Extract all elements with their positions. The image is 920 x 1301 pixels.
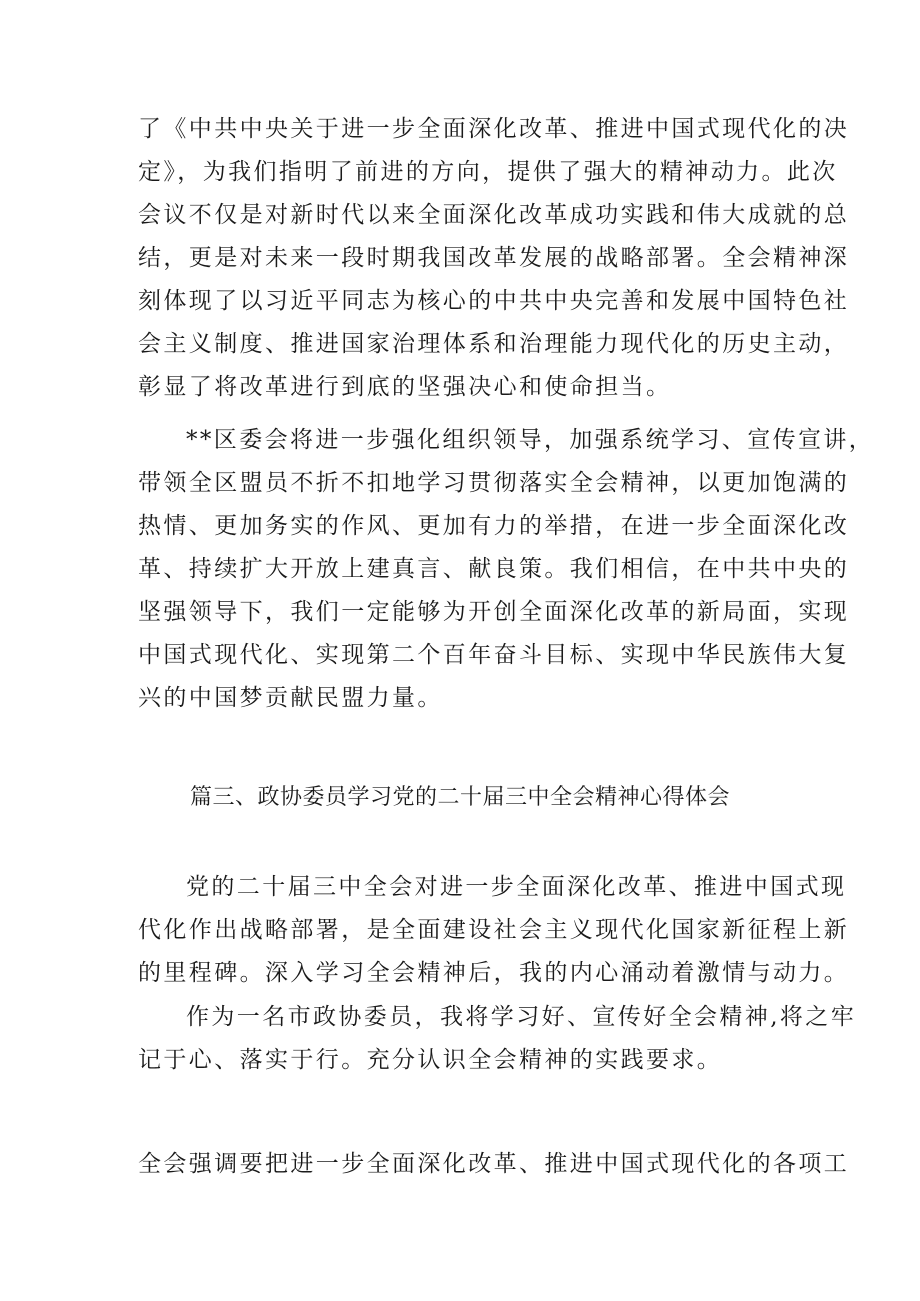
paragraph-line: 革、持续扩大开放上建真言、献良策。我们相信，在中共中央的 (138, 556, 850, 582)
paragraph-line: 定》，为我们指明了前进的方向，提供了强大的精神动力。此次 (138, 159, 838, 185)
paragraph-line: 会主义制度、推进国家治理体系和治理能力现代化的历史主动， (138, 331, 850, 357)
paragraph-1 (138, 108, 850, 409)
paragraph-line: 结，更是对未来一段时期我国改革发展的战略部署。全会精神深 (138, 245, 850, 271)
paragraph-line: 记于心、落实于行。充分认识全会精神的实践要求。 (138, 1047, 723, 1073)
paragraph-line: 了《中共中央关于进一步全面深化改革、推进中国式现代化的决 (138, 116, 850, 142)
paragraph-line: 全会强调要把进一步全面深化改革、推进中国式现代化的各项工 (138, 1151, 850, 1177)
paragraph-line: 坚强领导下，我们一定能够为开创全面深化改革的新局面，实现 (138, 599, 850, 625)
paragraph-line: 代化作出战略部署，是全面建设社会主义现代化国家新征程上新 (138, 917, 850, 943)
paragraph-line: 作为一名市政协委员，我将学习好、宣传好全会精神,将之牢 (186, 1004, 857, 1030)
paragraph-line: 中国式现代化、实现第二个百年奋斗目标、实现中华民族伟大复 (138, 642, 850, 668)
paragraph-line: 热情、更加务实的作风、更加有力的举措，在进一步全面深化改 (138, 513, 850, 539)
paragraph-line: 刻体现了以习近平同志为核心的中共中央完善和发展中国特色社 (138, 288, 850, 314)
paragraph-line: 党的二十届三中全会对进一步全面深化改革、推进中国式现 (186, 874, 847, 900)
paragraph-line: **区委会将进一步强化组织领导，加强系统学习、宣传宣讲， (186, 427, 875, 453)
paragraph-4 (138, 996, 857, 1082)
paragraph-line: 的里程碑。深入学习全会精神后，我的内心涌动着激情与动力。 (138, 960, 850, 986)
paragraph-3 (138, 866, 850, 995)
paragraph-line: 带领全区盟员不折不扣地学习贯彻落实全会精神，以更加饱满的 (138, 470, 850, 496)
paragraph-line: 彰显了将改革进行到底的坚强决心和使命担当。 (138, 374, 672, 400)
paragraph-5 (138, 1143, 850, 1186)
paragraph-2 (138, 419, 875, 720)
paragraph-line: 会议不仅是对新时代以来全面深化改革成功实践和伟大成就的总 (138, 202, 850, 228)
section-heading: 篇三、政协委员学习党的二十届三中全会精神心得体会 (189, 785, 730, 810)
paragraph-line: 兴的中国梦贡献民盟力量。 (138, 685, 443, 711)
